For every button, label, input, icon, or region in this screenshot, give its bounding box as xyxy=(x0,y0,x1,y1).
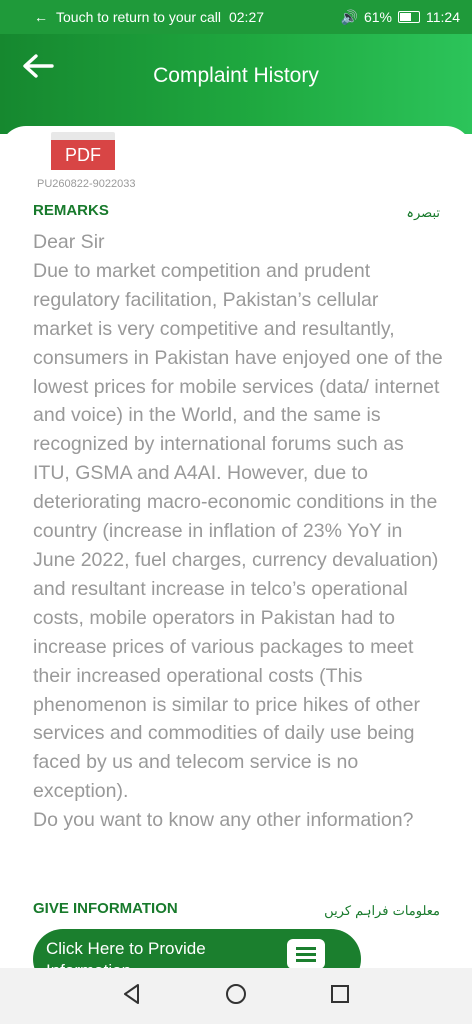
remarks-greeting: Dear Sir xyxy=(33,231,105,253)
battery-percent: 61% xyxy=(363,9,392,25)
remarks-text xyxy=(33,228,443,835)
give-information-title-urdu: معلومات فراہم کریں xyxy=(324,904,440,919)
complaint-card xyxy=(0,126,472,976)
nav-recents-icon[interactable] xyxy=(328,982,352,1011)
system-nav-bar xyxy=(0,968,472,1024)
status-bar xyxy=(0,0,472,34)
remarks-body: Due to market competition and prudent regulatory facilitation, Pakistan’s cellular market is very competitive and resultantly, consumers in Pakistan have enjoyed one of the lowest prices for mobile services (data/ internet and voice) in the World, and the same is recognized by international forums such as ITU, GSMA and A4AI. However, due to deteriorating macro-economic conditions in the country (increase in inflation of 23% YoY in June 2022, fuel charges, currency devaluation) and resultant increase in telco’s operational costs, mobile operators in Pakistan had to increase prices of various packages to meet their increased operational costs (This phenomenon is similar to price hikes of other services and commodities of daily use being faced by us and telecom service is no exception). xyxy=(33,259,443,803)
back-arrow-icon: ← xyxy=(34,9,48,25)
call-text: Touch to return to your call xyxy=(56,9,221,25)
pdf-label: PDF xyxy=(51,140,115,170)
remarks-question: Do you want to know any other information? xyxy=(33,809,414,832)
call-time: 02:27 xyxy=(228,9,265,25)
menu-icon xyxy=(287,939,325,969)
volume-icon: 🔊 xyxy=(340,8,358,25)
clock: 11:24 xyxy=(426,9,460,25)
give-information-title: GIVE INFORMATION xyxy=(33,900,178,917)
provide-information-label: Click Here to Provide xyxy=(46,939,206,958)
return-to-call[interactable] xyxy=(34,9,341,25)
nav-home-icon[interactable] xyxy=(224,982,248,1011)
battery-icon xyxy=(398,11,420,23)
page-title: Complaint History xyxy=(153,64,319,87)
app-header xyxy=(0,34,472,134)
attachment-filename: PU260822-9022033 xyxy=(37,178,136,190)
remarks-title: REMARKS xyxy=(33,202,109,219)
nav-back-icon[interactable] xyxy=(120,982,144,1011)
pdf-attachment[interactable] xyxy=(51,132,115,170)
remarks-title-urdu: تبصرہ xyxy=(406,206,440,221)
